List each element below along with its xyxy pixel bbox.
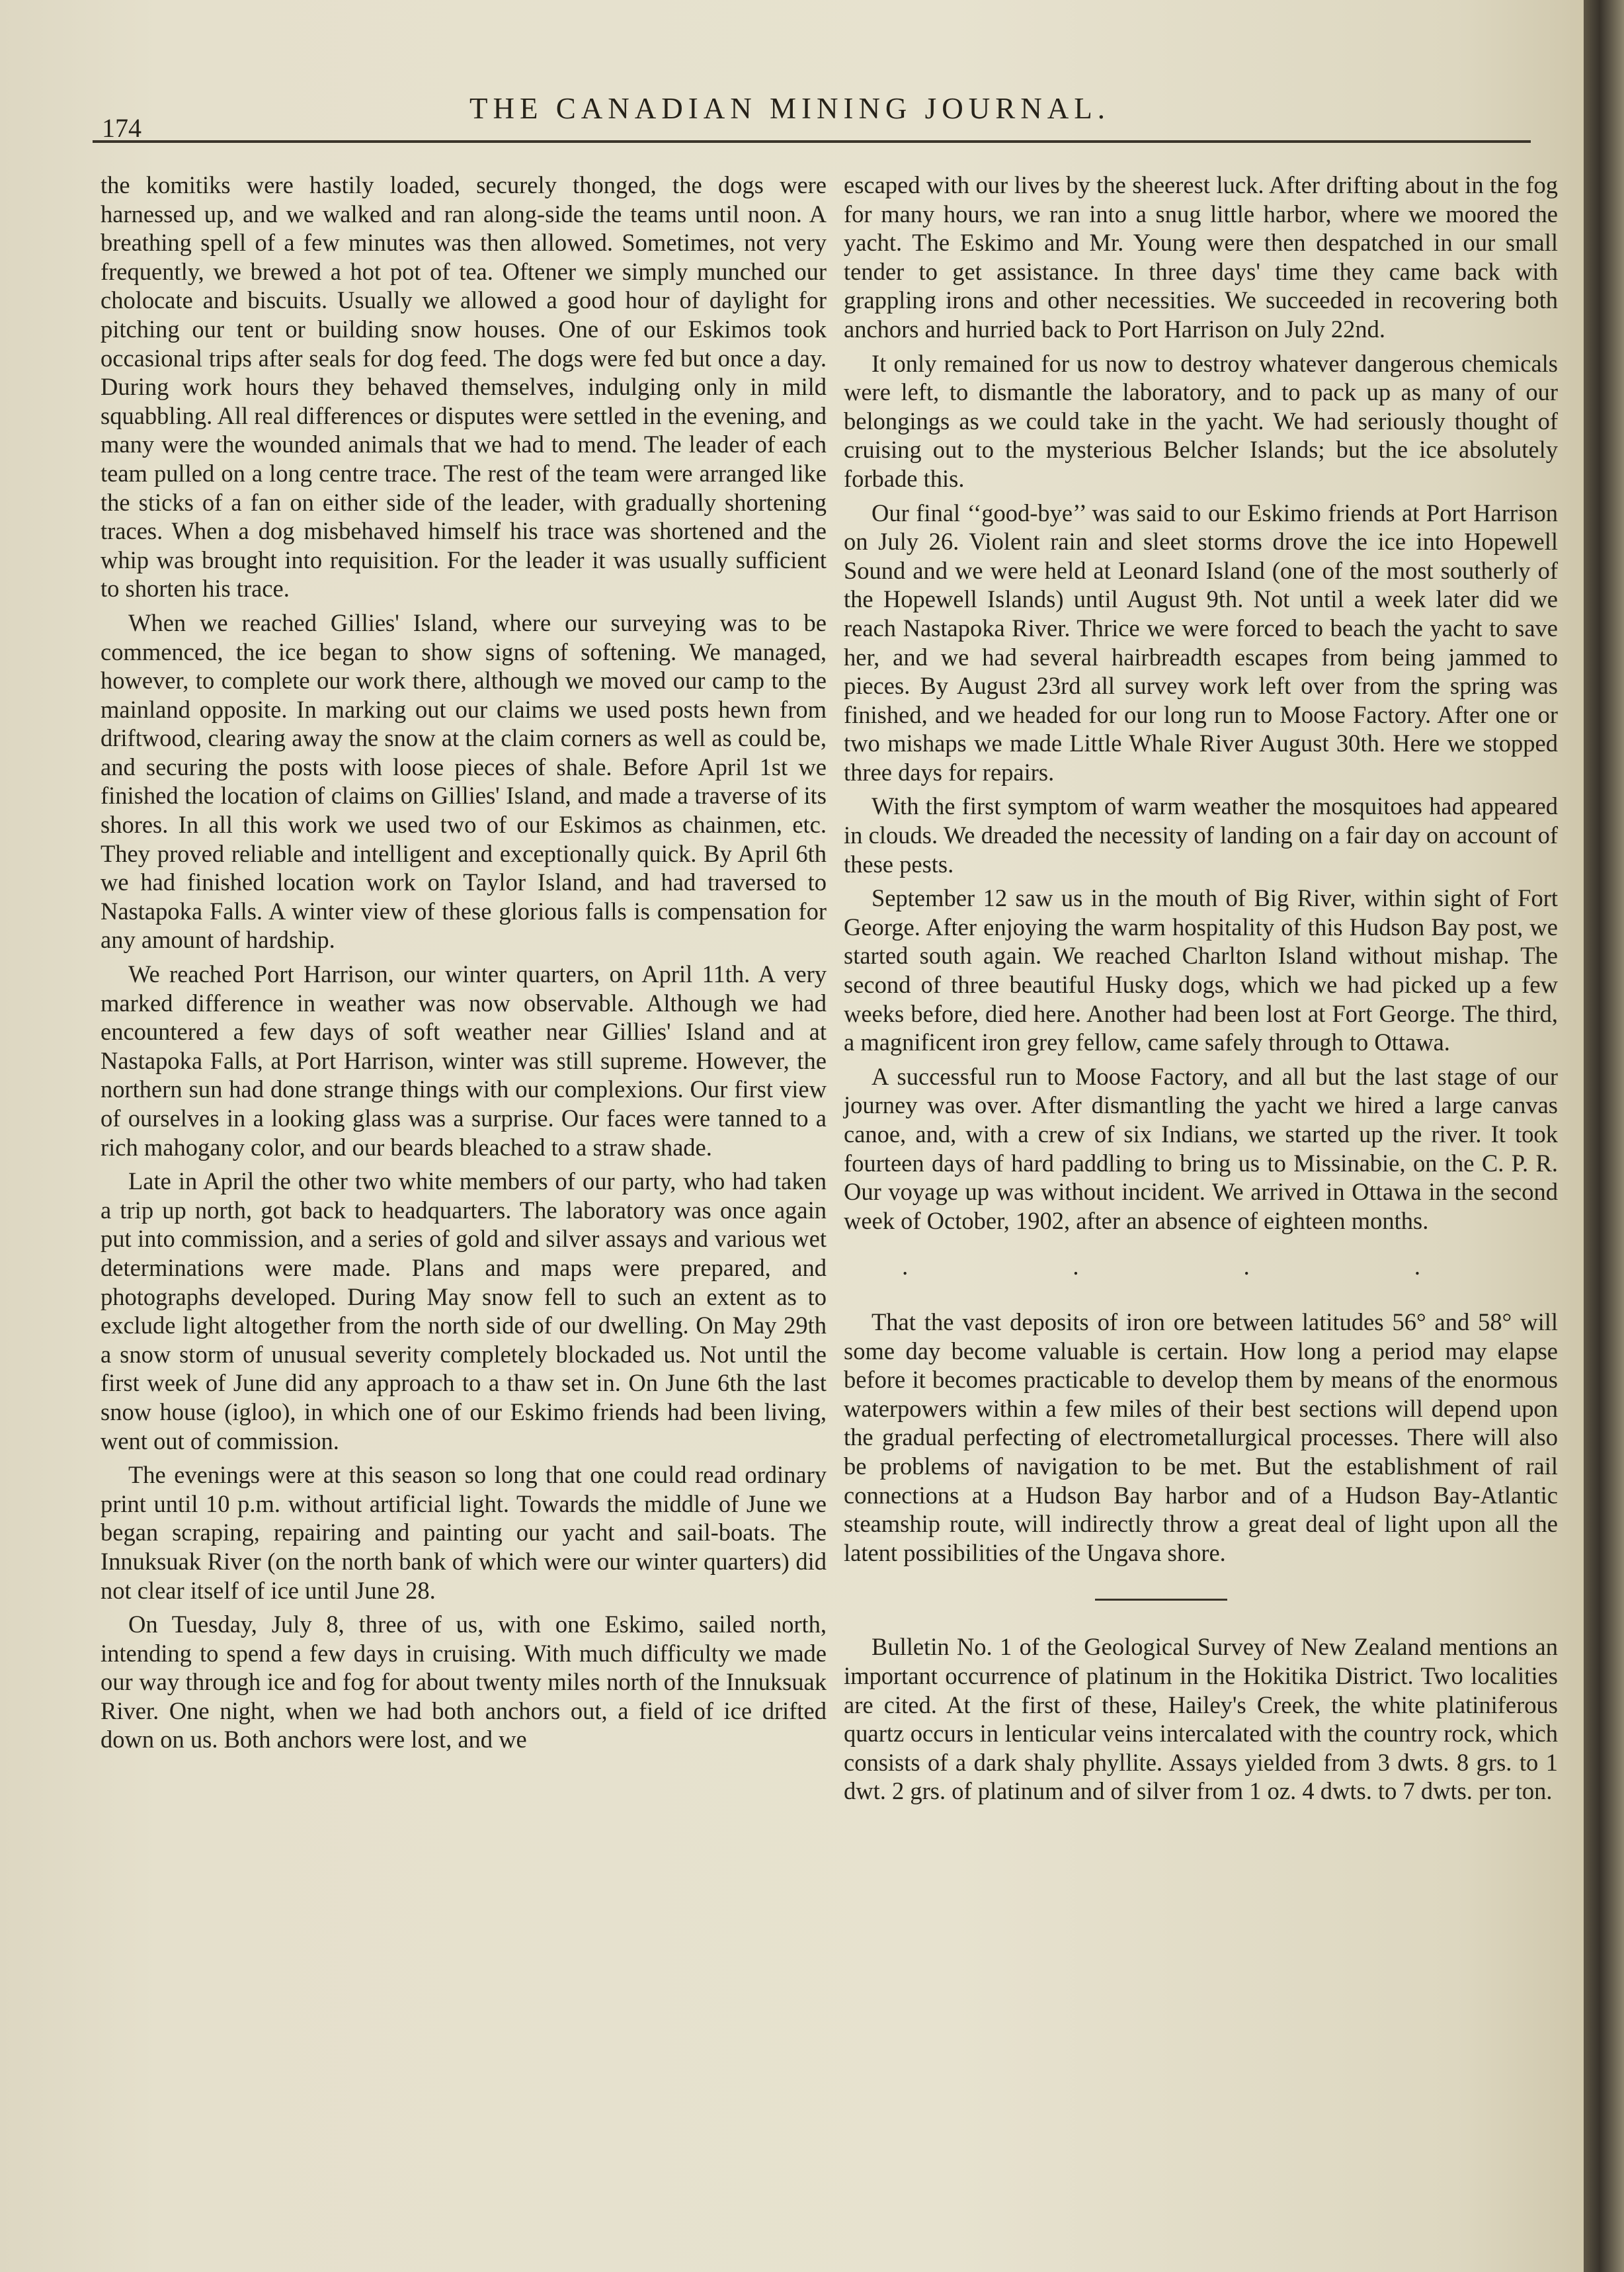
paragraph: the komitiks were hastily loaded, securely thonged, the dogs were harnessed up, and we walked and ran along-side the teams until noon. A breathing spell of a few minutes was then allowed. Sometimes, not very frequently, we brewed a hot pot of tea. Oftener we simply munched our cholocate and biscuits. Usually we allowed a good hour of daylight for pitching our tent or building snow houses. One of our Eskimos took occasional trips after seals for dog feed. The dogs were fed but once a day. During work hours they behaved themselves, indulging only in mild squabbling. All real differences or disputes were settled in the evening, and many were the wounded animals that we had to mend. The leader of each team pulled on a long centre trace. The rest of the team were arranged like the sticks of a fan on either side of the leader, with gradually shortening traces. When a dog misbehaved himself his trace was shortened and the whip was brought into requisition. For the leader it was usually sufficient to shorten his trace. [101,171,827,603]
paragraph: Late in April the other two white members of our party, who had taken a trip up north, got back to headquarters. The laboratory was once again put into commission, and a series of gold and silver assays and various wet determinations were made. Plans and maps were prepared, and photographs developed. During May snow fell to such an extent as to exclude light altogether from the north side of our dwelling. On May 29th a snow storm of unusual severity completely blockaded us. Not until the first week of June did any approach to a thaw set in. On June 6th the last snow house (igloo), in which one of our Eskimo friends had been living, went out of commission. [101,1167,827,1454]
paragraph: It only remained for us now to destroy whatever dangerous chemicals were left, to dismantle the laboratory, and to pack up as many of our belongings as we could take in the yacht. We had seriously thought of cruising out to the mysterious Belcher Islands; but the ice absolutely forbade this. [844,349,1558,492]
binding-gutter [1584,0,1624,2272]
paragraph: With the first symptom of warm weather the mosquitoes had appeared in clouds. We dreaded the necessity of landing on a fair day on account of these pests. [844,792,1558,878]
paragraph: The evenings were at this season so long that one could read ordinary print until 10 p.m. without artificial light. Towards the middle of June we began scraping, repairing and painting our yacht and sail-boats. The Innuksuak River (on the north bank of which were our winter quarters) did not clear itself of ice until June 28. [101,1461,827,1604]
paragraph: A successful run to Moose Factory, and all but the last stage of our journey was over. After dismantling the yacht we hired a large canvas canoe, and, with a crew of six Indians, we started up the river. It took fourteen days of hard paddling to bring us to Missinabie, on the C. P. R. Our voyage up was without incident. We arrived in Ottawa in the second week of October, 1902, after an absence of eighteen months. [844,1062,1558,1234]
header-rule [93,140,1531,143]
paragraph: escaped with our lives by the sheerest luck. After drifting about in the fog for many hours, we ran into a snug little harbor, where we moored the yacht. The Eskimo and Mr. Young were then despatched in our small tender to get assistance. In three days' time they came back with grappling irons and other necessities. We succeeded in recovering both anchors and hurried back to Port Harrison on July 22nd. [844,171,1558,343]
paragraph: Our final ‘‘good-bye’’ was said to our Eskimo friends at Port Harrison on July 26. Violent rain and sleet storms drove the ice into Hopewell Sound and we were held at Leonard Island (one of the most southerly of the Hopewell Islands) until August 9th. Not until a week later did we reach Nastapoka River. Thrice we were forced to beach the yacht to save her, and we had several hairbreadth escapes from being jammed to pieces. By August 23rd all survey work left over from the spring was finished, and we headed for our long run to Moose Factory. After one or two mishaps we made Little Whale River August 30th. Here we stopped three days for repairs. [844,499,1558,786]
closing-paragraph: That the vast deposits of iron ore between latitudes 56° and 58° will some day become valuable is certain. How long a period may elapse before it becomes practicable to develop them by means of the enormous waterpowers within a few miles of their best sections will depend upon the gradual perfecting of electrometallurgical processes. There will also be problems of navigation to be met. But the establishment of rail connections at a Hudson Bay harbor and of a Hudson Bay-Atlantic steamship route, will indirectly throw a great deal of light upon all the latent possibilities of the Ungava shore. [844,1308,1558,1566]
paragraph: On Tuesday, July 8, three of us, with one Eskimo, sailed north, intending to spend a few days in cruising. With much difficulty we made our way through ice and fog for about twenty miles north of the Innuksuak River. One night, when we had both anchors out, a field of ice drifted down on us. Both anchors were lost, and we [101,1611,827,1753]
paragraph: We reached Port Harrison, our winter quarters, on April 11th. A very marked difference in weather was now observable. Although we had encountered a few days of soft weather near Gillies' Island and at Nastapoka Falls, at Port Harrison, winter was still supreme. However, the northern sun had done strange things with our complexions. Our first view of ourselves in a looking glass was a surprise. Our faces were tanned to a rich mahogany color, and our beards bleached to a straw shade. [101,960,827,1161]
section-divider [1095,1599,1227,1601]
paragraph: September 12 saw us in the mouth of Big River, within sight of Fort George. After enjoying the warm hospitality of this Hudson Bay post, we started south again. We reached Charlton Island without mishap. The second of three beautiful Husky dogs, which we had picked up a few weeks before, died here. Another had been lost at Fort George. The third, a magnificent iron grey fellow, came safely through to Ottawa. [844,884,1558,1056]
journal-title: THE CANADIAN MINING JOURNAL. [469,92,1110,125]
page-header [93,85,1534,144]
page-number: 174 [102,113,142,143]
right-column [844,171,1558,1811]
left-column [101,171,827,1759]
section-ellipsis: . . . . [902,1253,1500,1281]
paragraph: When we reached Gillies' Island, where our surveying was to be commenced, the ice began to show signs of softening. We managed, however, to complete our work there, although we moved our camp to the mainland opposite. In marking out our claims we used posts hewn from driftwood, clearing away the snow at the claim corners as well as could be, and securing the posts with loose pieces of shale. Before April 1st we finished the location of claims on Gillies' Island, and made a traverse of its shores. In all this work we used two of our Eskimos as chainmen, etc. They proved reliable and intelligent and exceptionally quick. By April 6th we had finished location work on Taylor Island, and had traversed to Nastapoka Falls. A winter view of these glorious falls is compensation for any amount of hardship. [101,609,827,954]
bulletin-note: Bulletin No. 1 of the Geological Survey of New Zealand mentions an important occurrence of platinum in the Hokitika District. Two localities are cited. At the first of these, Hailey's Creek, the white platiniferous quartz occurs in lenticular veins intercalated with the country rock, which consists of a dark shaly phyllite. Assays yielded from 3 dwts. 8 grs. to 1 dwt. 2 grs. of platinum and of silver from 1 oz. 4 dwts. to 7 dwts. per ton. [844,1633,1558,1805]
